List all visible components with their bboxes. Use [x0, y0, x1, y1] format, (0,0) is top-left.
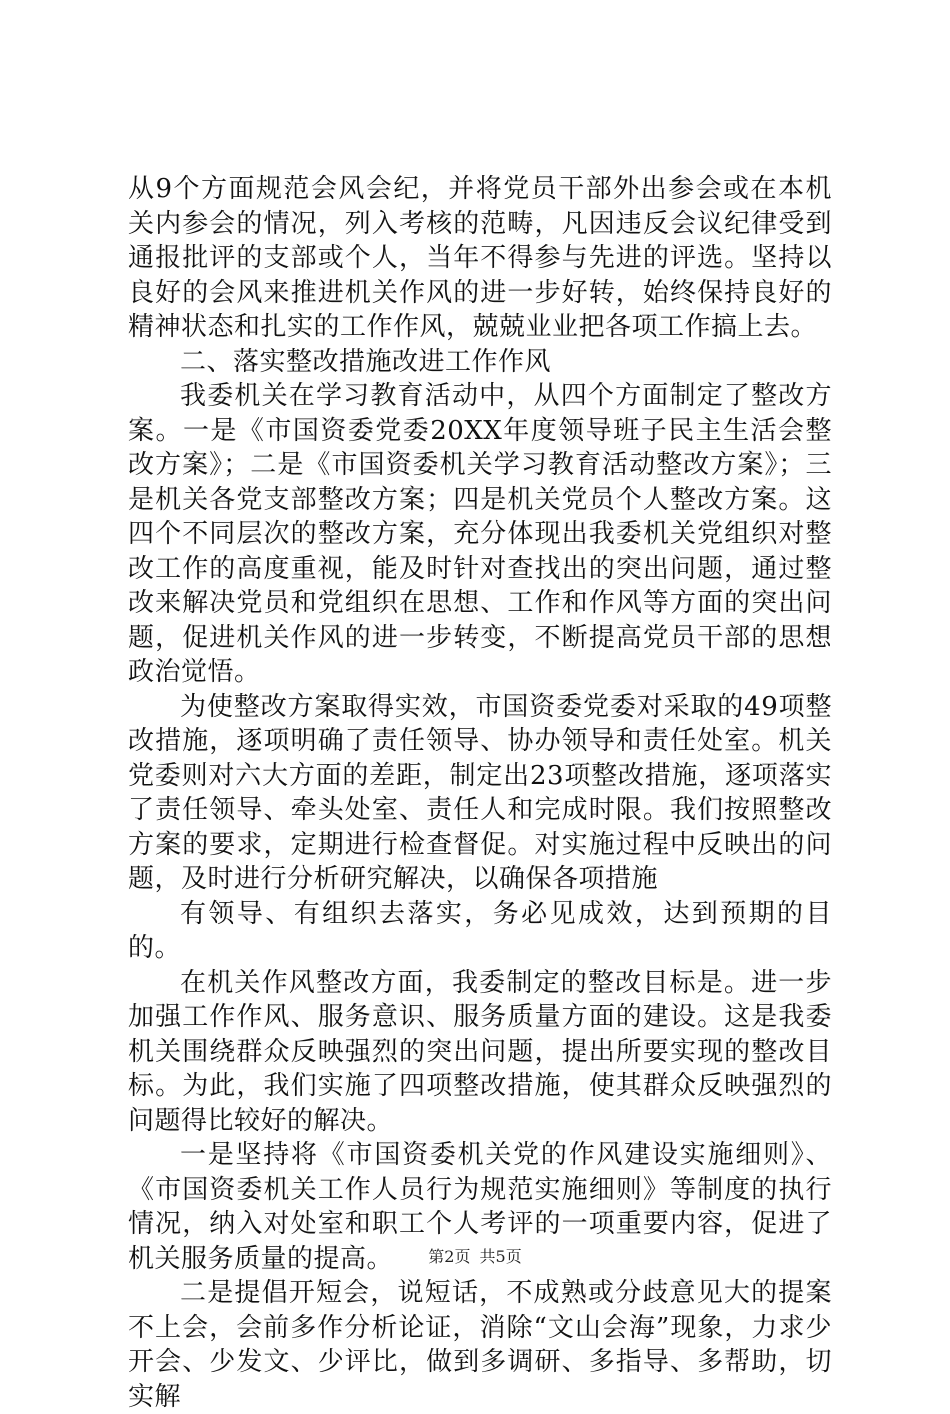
paragraph-work-style-goals: 在机关作风整改方面，我委制定的整改目标是。进一步加强工作作风、服务意识、服务质量方面的建设。这是我委机关围绕群众反映强烈的突出问题，提出所要实现的整改目标。为此，我们实施了四项整改措施，使其群众反映强烈的问题得比较好的解决。: [128, 967, 832, 1136]
paragraph-rectification-measures: 为使整改方案取得实效，市国资委党委对采取的49项整改措施，逐项明确了责任领导、协办领导和责任处室。机关党委则对六大方面的差距，制定出23项整改措施，逐项落实了责任领导、牵头处室、责任人和完成时限。我们按照整改方案的要求，定期进行检查督促。对实施过程中反映出的问题，及时进行分析研究解决，以确保各项措施: [128, 691, 832, 894]
paragraph-rectification-plans: 我委机关在学习教育活动中，从四个方面制定了整改方案。一是《市国资委党委20XX年度领导班子民主生活会整改方案》；二是《市国资委机关学习教育活动整改方案》；三是机关各党支部整改方案；四是机关党员个人整改方案。这四个不同层次的整改方案，充分体现出我委机关党组织对整改工作的高度重视，能及时针对查找出的突出问题，通过整改来解决党员和党组织在思想、工作和作风等方面的突出问题，促进机关作风的进一步转变，不断提高党员干部的思想政治觉悟。: [128, 381, 832, 687]
paragraph-measure-two: 二是提倡开短会，说短话，不成熟或分歧意见大的提案不上会，会前多作分析论证，消除“文山会海”现象，力求少开会、少发文、少评比，做到多调研、多指导、多帮助，切实解: [128, 1278, 832, 1412]
page-footer: [0, 1244, 950, 1267]
page-total: 共5页: [479, 1247, 522, 1266]
document-body: [128, 172, 832, 1414]
paragraph-meeting-discipline: 从9个方面规范会风会纪，并将党员干部外出参会或在本机关内参会的情况，列入考核的范畴，凡因违反会议纪律受到通报批评的支部或个人，当年不得参与先进的评选。坚持以良好的会风来推进机关作风的进一步好转，始终保持良好的精神状态和扎实的工作作风，兢兢业业把各项工作搞上去。: [128, 174, 832, 342]
paragraph-continuation: 有领导、有组织去落实，务必见成效，达到预期的目的。: [128, 898, 832, 963]
page-number: 第2页: [428, 1247, 471, 1266]
paragraph-measure-one: 一是坚持将《市国资委机关党的作风建设实施细则》、《市国资委机关工作人员行为规范实施细则》等制度的执行情况，纳入对处室和职工个人考评的一项重要内容，促进了机关服务质量的提高。: [128, 1140, 832, 1274]
section-heading: 二、落实整改措施改进工作作风: [180, 346, 552, 377]
